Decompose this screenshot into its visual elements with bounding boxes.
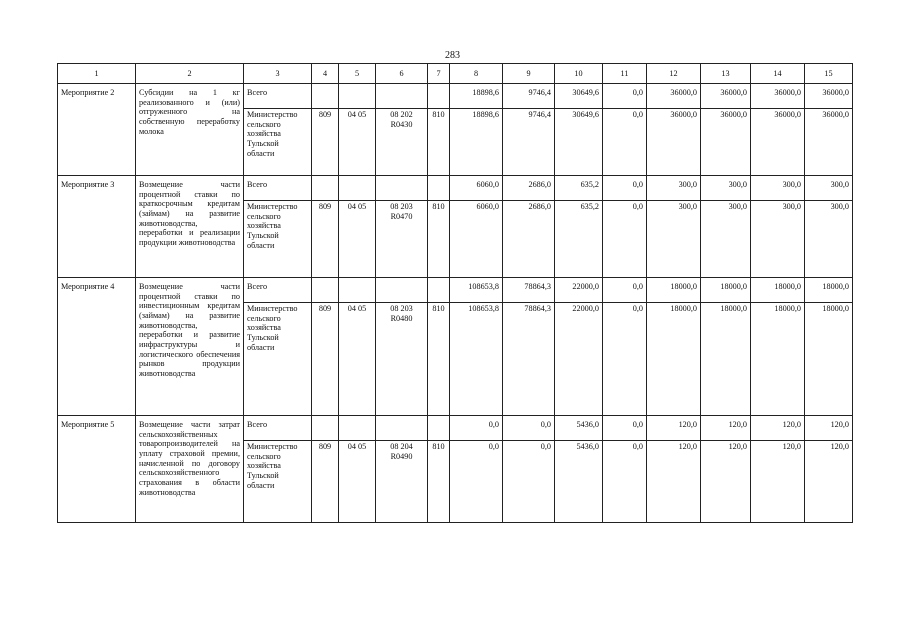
column-header: 9 (503, 64, 555, 84)
empty-cell (339, 176, 376, 201)
value-cell: 0,0 (603, 278, 647, 303)
total-label: Всего (244, 416, 312, 441)
empty-cell (428, 176, 450, 201)
column-header: 11 (603, 64, 647, 84)
value-cell: 120,0 (701, 441, 751, 523)
value-cell: 18000,0 (701, 303, 751, 416)
value-cell: 300,0 (701, 176, 751, 201)
header-row (58, 64, 853, 84)
value-cell: 18000,0 (647, 303, 701, 416)
value-cell: 36000,0 (751, 109, 805, 176)
agency-name: Министерство сельского хозяйства Тульской области (244, 201, 312, 278)
value-cell: 36000,0 (647, 84, 701, 109)
value-cell: 18000,0 (751, 278, 805, 303)
value-cell: 120,0 (805, 441, 853, 523)
value-cell: 30649,6 (555, 109, 603, 176)
total-label: Всего (244, 176, 312, 201)
code-section: 04 05 (339, 109, 376, 176)
event-description: Возмещение части процентной ставки по инвестиционным кредитам (займам) на развитие животноводства, переработки и развитие инфраструктуры и логистического обеспечения рынков продукции животноводства (136, 278, 244, 416)
column-header: 3 (244, 64, 312, 84)
empty-cell (312, 84, 339, 109)
agency-name: Министерство сельского хозяйства Тульской области (244, 109, 312, 176)
table-row-total (58, 176, 853, 201)
code-target: 08 202 R0430 (376, 109, 428, 176)
column-header: 13 (701, 64, 751, 84)
total-label: Всего (244, 84, 312, 109)
value-cell: 2686,0 (503, 176, 555, 201)
value-cell: 36000,0 (647, 109, 701, 176)
value-cell: 5436,0 (555, 416, 603, 441)
value-cell: 120,0 (647, 416, 701, 441)
empty-cell (339, 416, 376, 441)
empty-cell (312, 278, 339, 303)
empty-cell (376, 84, 428, 109)
code-ministry: 809 (312, 303, 339, 416)
code-section: 04 05 (339, 201, 376, 278)
empty-cell (312, 416, 339, 441)
value-cell: 18000,0 (805, 303, 853, 416)
value-cell: 0,0 (450, 416, 503, 441)
value-cell: 0,0 (603, 303, 647, 416)
code-expense-type: 810 (428, 201, 450, 278)
column-header: 6 (376, 64, 428, 84)
table-row-total (58, 84, 853, 109)
value-cell: 78864,3 (503, 278, 555, 303)
column-header: 1 (58, 64, 136, 84)
event-description: Субсидии на 1 кг реализованного и (или) отгруженного на собственную переработку молока (136, 84, 244, 176)
value-cell: 18000,0 (647, 278, 701, 303)
event-description: Возмещение части затрат сельскохозяйственных товаропроизводителей на уплату страховой премии, начисленной по договору сельскохозяйственного страхования в области животноводства (136, 416, 244, 523)
column-header: 12 (647, 64, 701, 84)
code-target: 08 204 R0490 (376, 441, 428, 523)
empty-cell (339, 278, 376, 303)
code-section: 04 05 (339, 303, 376, 416)
code-ministry: 809 (312, 201, 339, 278)
value-cell: 120,0 (751, 441, 805, 523)
value-cell: 0,0 (450, 441, 503, 523)
value-cell: 635,2 (555, 201, 603, 278)
value-cell: 0,0 (603, 84, 647, 109)
empty-cell (376, 278, 428, 303)
value-cell: 36000,0 (701, 109, 751, 176)
value-cell: 9746,4 (503, 84, 555, 109)
value-cell: 6060,0 (450, 201, 503, 278)
value-cell: 9746,4 (503, 109, 555, 176)
value-cell: 18000,0 (701, 278, 751, 303)
value-cell: 18898,6 (450, 109, 503, 176)
value-cell: 0,0 (603, 441, 647, 523)
value-cell: 0,0 (603, 109, 647, 176)
value-cell: 300,0 (805, 176, 853, 201)
code-target: 08 203 R0470 (376, 201, 428, 278)
value-cell: 36000,0 (701, 84, 751, 109)
empty-cell (428, 416, 450, 441)
value-cell: 300,0 (751, 201, 805, 278)
value-cell: 0,0 (603, 416, 647, 441)
code-ministry: 809 (312, 441, 339, 523)
value-cell: 120,0 (701, 416, 751, 441)
event-description: Возмещение части процентной ставки по краткосрочным кредитам (займам) на развитие животноводства, переработки и реализации продукции животноводства (136, 176, 244, 278)
column-header: 8 (450, 64, 503, 84)
value-cell: 120,0 (647, 441, 701, 523)
value-cell: 120,0 (751, 416, 805, 441)
value-cell: 108653,8 (450, 278, 503, 303)
column-header: 7 (428, 64, 450, 84)
value-cell: 0,0 (603, 201, 647, 278)
value-cell: 22000,0 (555, 278, 603, 303)
value-cell: 108653,8 (450, 303, 503, 416)
value-cell: 300,0 (647, 201, 701, 278)
code-target: 08 203 R0480 (376, 303, 428, 416)
column-header: 14 (751, 64, 805, 84)
value-cell: 300,0 (805, 201, 853, 278)
value-cell: 30649,6 (555, 84, 603, 109)
value-cell: 18000,0 (751, 303, 805, 416)
value-cell: 36000,0 (805, 109, 853, 176)
value-cell: 0,0 (503, 441, 555, 523)
value-cell: 0,0 (503, 416, 555, 441)
value-cell: 78864,3 (503, 303, 555, 416)
event-name: Мероприятие 5 (58, 416, 136, 523)
page-number: 283 (445, 50, 460, 61)
value-cell: 36000,0 (751, 84, 805, 109)
event-name: Мероприятие 2 (58, 84, 136, 176)
column-header: 4 (312, 64, 339, 84)
value-cell: 300,0 (751, 176, 805, 201)
value-cell: 2686,0 (503, 201, 555, 278)
value-cell: 6060,0 (450, 176, 503, 201)
empty-cell (428, 84, 450, 109)
value-cell: 300,0 (647, 176, 701, 201)
code-section: 04 05 (339, 441, 376, 523)
empty-cell (339, 84, 376, 109)
budget-table (57, 63, 853, 523)
agency-name: Министерство сельского хозяйства Тульской области (244, 441, 312, 523)
empty-cell (312, 176, 339, 201)
value-cell: 0,0 (603, 176, 647, 201)
empty-cell (376, 416, 428, 441)
agency-name: Министерство сельского хозяйства Тульской области (244, 303, 312, 416)
empty-cell (376, 176, 428, 201)
table-row-total (58, 278, 853, 303)
empty-cell (428, 278, 450, 303)
column-header: 15 (805, 64, 853, 84)
table-row-total (58, 416, 853, 441)
column-header: 2 (136, 64, 244, 84)
value-cell: 36000,0 (805, 84, 853, 109)
value-cell: 18898,6 (450, 84, 503, 109)
total-label: Всего (244, 278, 312, 303)
code-expense-type: 810 (428, 109, 450, 176)
value-cell: 300,0 (701, 201, 751, 278)
column-header: 10 (555, 64, 603, 84)
code-ministry: 809 (312, 109, 339, 176)
code-expense-type: 810 (428, 441, 450, 523)
event-name: Мероприятие 3 (58, 176, 136, 278)
value-cell: 120,0 (805, 416, 853, 441)
value-cell: 18000,0 (805, 278, 853, 303)
value-cell: 635,2 (555, 176, 603, 201)
code-expense-type: 810 (428, 303, 450, 416)
value-cell: 22000,0 (555, 303, 603, 416)
column-header: 5 (339, 64, 376, 84)
event-name: Мероприятие 4 (58, 278, 136, 416)
value-cell: 5436,0 (555, 441, 603, 523)
